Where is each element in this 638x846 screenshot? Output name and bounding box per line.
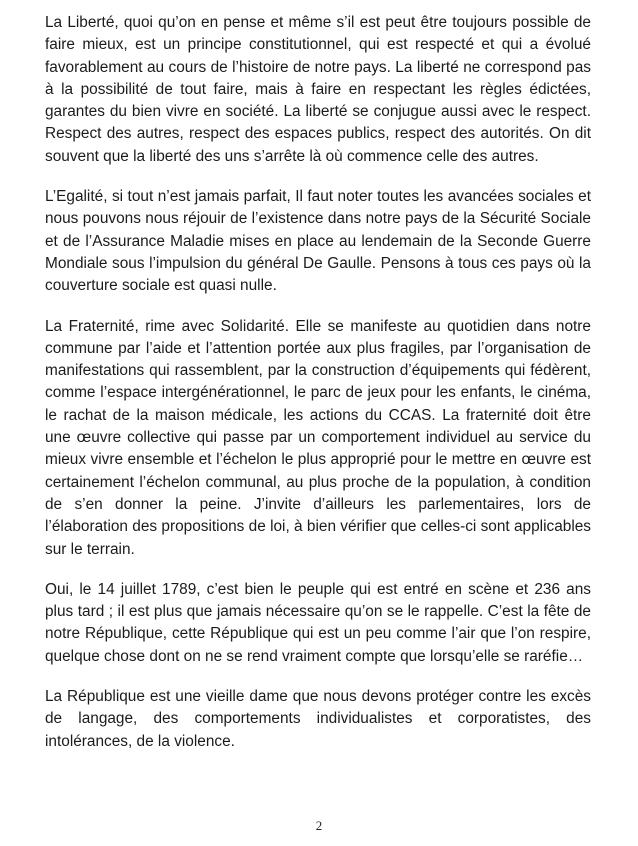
paragraph-republique: La République est une vieille dame que nous devons protéger contre les excès de langage, des comportements individualistes et corporatistes, des intolérances, de la violence. [45, 688, 591, 750]
page-number: 2 [315, 818, 323, 833]
paragraph-fraternite: La Fraternité, rime avec Solidarité. Elle se manifeste au quotidien dans notre commune par l’aide et l’attention portée aux plus fragiles, par l’organisation de manifestations qui rassemblent, par la construction d’équipements qui fédèrent, comme l’espace intergénérationnel, le parc de jeux pour les enfants, le cinéma, le rachat de la maison médicale, les actions du CCAS. La fraternité doit être une œuvre collective qui passe par un comportement individuel au service du mieux vivre ensemble et l’échelon le plus approprié pour le mettre en œuvre est certainement l’échelon communal, au plus proche de la population, à condition de s’en donner la peine. J’invite d’ailleurs les parlementaires, lors de l’élaboration des propositions de loi, à bien vérifier que celles-ci sont applicables sur le terrain. [45, 317, 591, 558]
paragraph-liberte: La Liberté, quoi qu’on en pense et même s’il est peut être toujours possible de faire mieux, est un principe constitutionnel, qui est respecté et qui a évolué favorablement au cours de l’histoire de notre pays. La liberté ne correspond pas à la possibilité de tout faire, mais à faire en respectant les règles édictées, garantes du bien vivre en société. La liberté se conjugue aussi avec le respect. Respect des autres, respect des espaces publics, respect des autorités. On dit souvent que la liberté des uns s’arrête là où commence celle des autres. [45, 14, 591, 165]
paragraph-14-juillet: Oui, le 14 juillet 1789, c’est bien le peuple qui est entré en scène et 236 ans plus tard ; il est plus que jamais nécessaire qu’on se le rappelle. C’est la fête de notre République, cette République qui est un peu comme l’air que l’on respire, quelque chose dont on ne se rend vraiment compte que lorsqu’elle se raréfie… [45, 580, 591, 665]
document-body [45, 12, 591, 771]
paragraph-egalite: L’Egalité, si tout n’est jamais parfait, Il faut noter toutes les avancées sociales et nous pouvons nous réjouir de l’existence dans notre pays de la Sécurité Sociale et de l’Assurance Maladie mises en place au lendemain de la Seconde Guerre Mondiale sous l’impulsion du général De Gaulle. Pensons à tous ces pays où la couverture sociale est quasi nulle. [45, 188, 591, 295]
